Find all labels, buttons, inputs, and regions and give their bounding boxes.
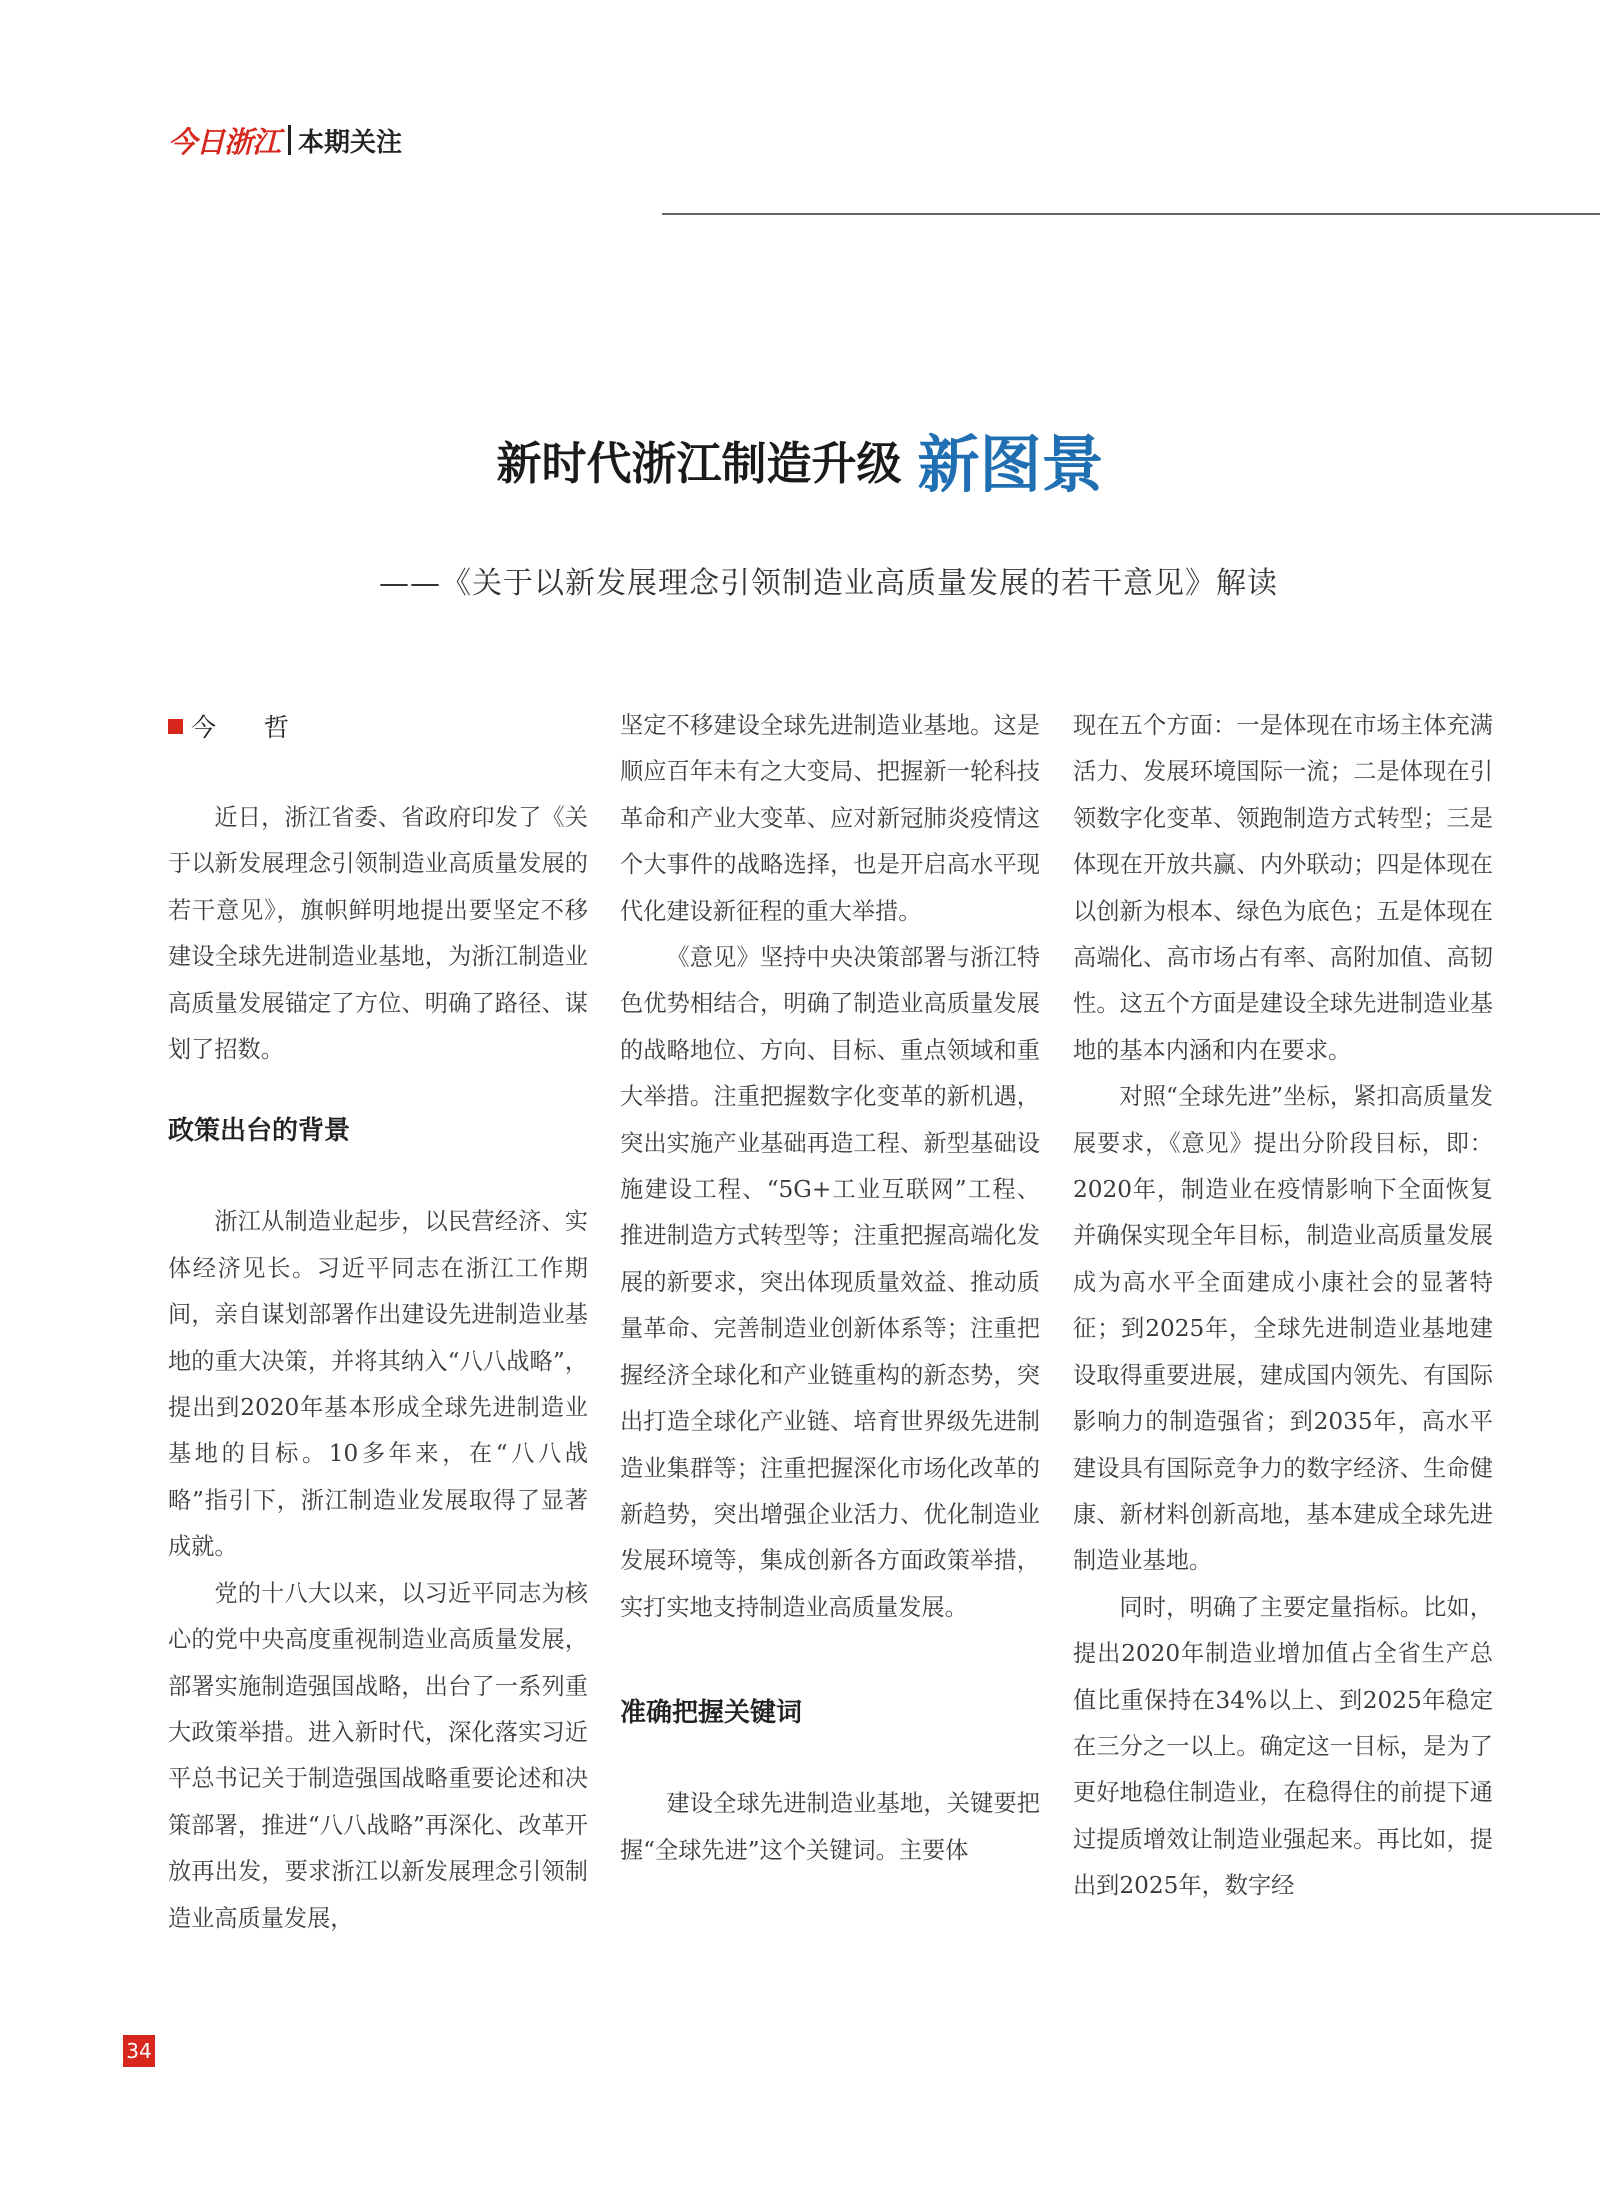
paragraph: 浙江从制造业起步，以民营经济、实体经济见长。习近平同志在浙江工作期间，亲自谋划部署作出建设先进制造业基地的重大决策，并将其纳入“八八战略”，提出到2020年基本形成全球先进制造业基地的目标。10多年来，在“八八战略”指引下，浙江制造业发展取得了显著成就。 [168, 1208, 588, 1561]
paragraph: 坚定不移建设全球先进制造业基地。这是顺应百年未有之大变局、把握新一轮科技革命和产业大变革、应对新冠肺炎疫情这个大事件的战略选择，也是开启高水平现代化建设新征程的重大举措。 [620, 712, 1040, 925]
article-title [0, 415, 1600, 504]
spacer [168, 749, 588, 795]
page-header [168, 120, 402, 160]
column-3 [1073, 703, 1493, 1910]
page-number: 34 [123, 2035, 155, 2067]
column-2 [620, 703, 1040, 1874]
author-line [168, 703, 588, 749]
section-heading-keywords: 准确把握关键词 [620, 1698, 803, 1729]
section-heading-background: 政策出台的背景 [168, 1116, 351, 1147]
header-divider [288, 125, 291, 155]
article-subtitle: ——《关于以新发展理念引领制造业高质量发展的若干意见》解读 [379, 566, 1278, 601]
paragraph: 《意见》坚持中央决策部署与浙江特色优势相结合，明确了制造业高质量发展的战略地位、方向、目标、重点领域和重大举措。注重把握数字化变革的新机遇，突出实施产业基础再造工程、新型基础设施建设工程、“5G+工业互联网”工程、推进制造方式转型等；注重把握高端化发展的新要求，突出体现质量效益、推动质量革命、完善制造业创新体系等；注重把握经济全球化和产业链重构的新态势，突出打造全球化产业链、培育世界级先进制造业集群等；注重把握深化市场化改革的新趋势，突出增强企业活力、优化制造业发展环境等，集成创新各方面政策举措，实打实地支持制造业高质量发展。 [620, 944, 1040, 1621]
paragraph: 对照“全球先进”坐标，紧扣高质量发展要求，《意见》提出分阶段目标，即：2020年，制造业在疫情影响下全面恢复并确保实现全年目标，制造业高质量发展成为高水平全面建成小康社会的显著特征；到2025年，全球先进制造业基地建设取得重要进展，建成国内领先、有国际影响力的制造强省；到2035年，高水平建设具有国际竞争力的数字经济、生命健康、新材料创新高地，基本建成全球先进制造业基地。 [1073, 1083, 1493, 1575]
header-rule [662, 213, 1600, 215]
author-name: 今 哲 [191, 713, 309, 742]
paragraph: 同时，明确了主要定量指标。比如，提出2020年制造业增加值占全省生产总值比重保持在34%以上、到2025年稳定在三分之一以上。确定这一目标，是为了更好地稳住制造业，在稳得住的前提下通过提质增效让制造业强起来。再比如，提出到2025年，数字经 [1073, 1593, 1493, 1900]
paragraph: 党的十八大以来，以习近平同志为核心的党中央高度重视制造业高质量发展，部署实施制造强国战略，出台了一系列重大政策举措。进入新时代，深化落实习近平总书记关于制造强国战略重要论述和决策部署，推进“八八战略”再深化、改革开放再出发，要求浙江以新发展理念引领制造业高质量发展， [168, 1579, 588, 1932]
title-main: 新时代浙江制造升级 [496, 437, 902, 490]
paragraph: 现在五个方面：一是体现在市场主体充满活力、发展环境国际一流；二是体现在引领数字化变革、领跑制造方式转型；三是体现在开放共赢、内外联动；四是体现在以创新为根本、绿色为底色；五是体现在高端化、高市场占有率、高附加值、高韧性。这五个方面是建设全球先进制造业基地的基本内涵和内在要求。 [1073, 712, 1493, 1064]
magazine-logo: 今日浙江 [168, 124, 281, 159]
paragraph: 近日，浙江省委、省政府印发了《关于以新发展理念引领制造业高质量发展的若干意见》，旗帜鲜明地提出要坚定不移建设全球先进制造业基地，为浙江制造业高质量发展锚定了方位、明确了路径、谋划了招数。 [168, 804, 588, 1064]
title-accent: 新图景 [917, 428, 1104, 501]
author-marker-icon [168, 719, 183, 734]
paragraph: 建设全球先进制造业基地，关键要把握“全球先进”这个关键词。主要体 [620, 1790, 1040, 1864]
column-1 [168, 703, 588, 1942]
section-label: 本期关注 [298, 127, 403, 158]
